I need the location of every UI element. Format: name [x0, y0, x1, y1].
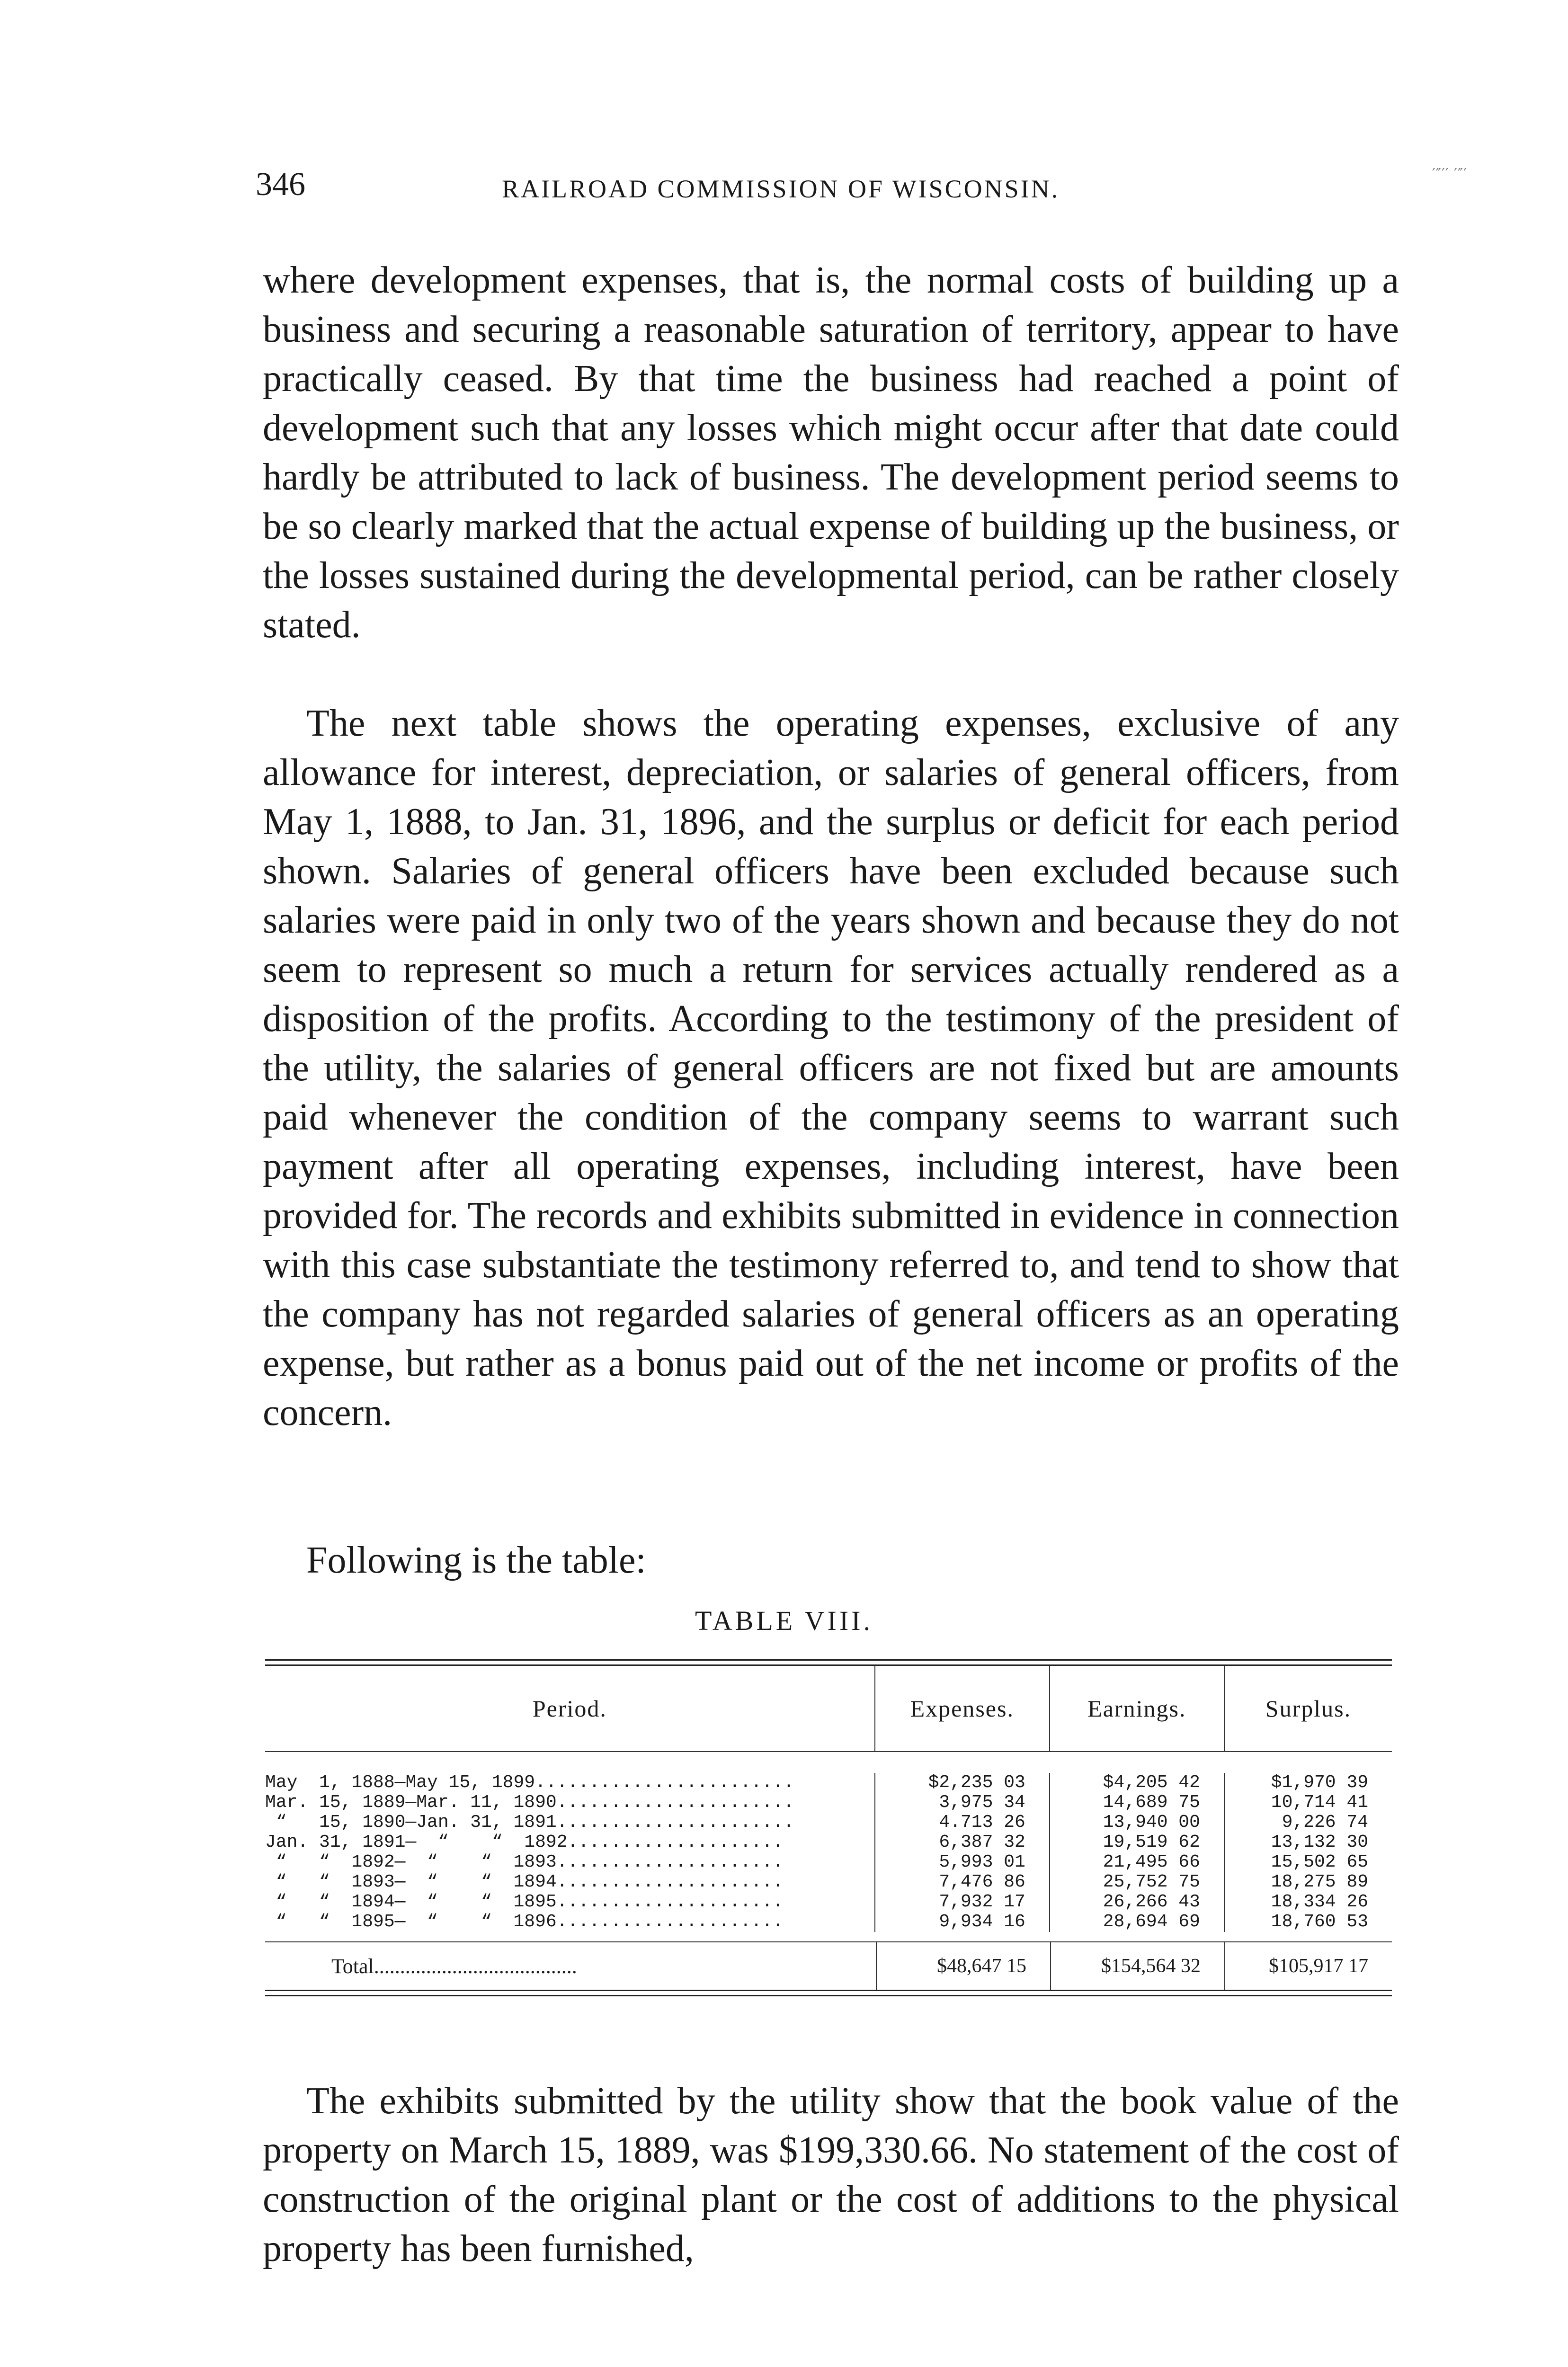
- scan-artifact: ′″′′ ′″′: [1432, 166, 1468, 182]
- earnings-cell: 14,689 75: [1103, 1793, 1200, 1813]
- total-earnings: $154,564 32: [1050, 1942, 1224, 1990]
- period-cell: “ “ 1893— “ “ 1894.....................: [265, 1872, 784, 1892]
- earnings-cell: 21,495 66: [1103, 1852, 1200, 1872]
- expenses-column: [874, 1773, 1049, 1932]
- expenses-cell: 4.713 26: [939, 1813, 1025, 1833]
- period-cell: “ “ 1895— “ “ 1896.....................: [265, 1912, 784, 1932]
- surplus-cell: 18,334 26: [1271, 1892, 1369, 1912]
- table-viii: [265, 1659, 1392, 1996]
- period-cell: Mar. 15, 1889—Mar. 11, 1890......................: [265, 1793, 794, 1813]
- paragraph-text: where development expenses, that is, the normal costs of building up a business and securing a reasonable saturation of territory, appear to have practically ceased. By that time the business had reached a point of development such that any losses which might occur after that date could hardly be attributed to lack of business. The development period seems to be so clearly marked that the actual expense of building up the business, or the losses sustained during the developmental period, can be rather closely stated.: [263, 259, 1399, 646]
- earnings-cell: 13,940 00: [1103, 1813, 1200, 1833]
- expenses-cell: 3,975 34: [939, 1793, 1025, 1813]
- earnings-cell: 25,752 75: [1103, 1872, 1200, 1892]
- period-cell: “ 15, 1890—Jan. 31, 1891......................: [265, 1813, 794, 1833]
- surplus-cell: 13,132 30: [1271, 1833, 1369, 1852]
- surplus-cell: $1,970 39: [1271, 1773, 1369, 1793]
- running-head: RAILROAD COMMISSION OF WISCONSIN.: [502, 175, 1060, 203]
- period-cell: May 1, 1888—May 15, 1899........................: [265, 1773, 794, 1793]
- surplus-cell: 10,714 41: [1271, 1793, 1369, 1813]
- total-label: Total.......................................: [331, 1954, 577, 1978]
- paragraph-4: [263, 2076, 1399, 2273]
- earnings-cell: 19,519 62: [1103, 1833, 1200, 1852]
- table-header-row: [265, 1666, 1392, 1752]
- expenses-cell: $2,235 03: [928, 1773, 1025, 1793]
- surplus-cell: 15,502 65: [1271, 1852, 1369, 1872]
- header-period: Period.: [532, 1695, 607, 1722]
- paragraph-3: [263, 1536, 1399, 1585]
- expenses-cell: 7,932 17: [939, 1892, 1025, 1912]
- paragraph-text: The next table shows the operating expenses, exclusive of any allowance for interest, depreciation, or salaries of general officers, from May 1, 1888, to Jan. 31, 1896, and the surplus or deficit for each period shown. Salaries of general officers have been excluded because such salaries were paid in only two of the years shown and because they do not seem to represent so much a return for services actually rendered as a disposition of the profits. According to the testimony of the president of the utility, the salaries of general officers are not fixed but are amounts paid whenever the condition of the company seems to warrant such payment after all operating expenses, including interest, have been provided for. The records and exhibits submitted in evidence in connection with this case substantiate the testimony referred to, and tend to show that the company has not regarded salaries of general officers as an operating expense, but rather as a bonus paid out of the net income or profits of the concern.: [263, 703, 1399, 1433]
- surplus-cell: 18,760 53: [1271, 1912, 1369, 1932]
- table-title: TABLE VIII.: [695, 1605, 873, 1636]
- earnings-cell: 28,694 69: [1103, 1912, 1200, 1932]
- earnings-column: [1049, 1773, 1224, 1932]
- surplus-column: [1224, 1773, 1392, 1932]
- total-expenses: $48,647 15: [876, 1942, 1050, 1990]
- header-surplus: Surplus.: [1224, 1666, 1392, 1751]
- paragraph-2: [263, 699, 1399, 1437]
- paragraph-text: Following is the table:: [306, 1539, 646, 1581]
- page-header: [256, 166, 1401, 208]
- total-row: [265, 1941, 1392, 1990]
- header-earnings: Earnings.: [1049, 1666, 1224, 1751]
- page-number: 346: [256, 166, 305, 203]
- paragraph-1: [263, 256, 1399, 650]
- total-surplus: $105,917 17: [1224, 1942, 1392, 1990]
- earnings-cell: 26,266 43: [1103, 1892, 1200, 1912]
- top-rule: [265, 1659, 1392, 1666]
- expenses-cell: 7,476 86: [939, 1872, 1025, 1892]
- expenses-cell: 6,387 32: [939, 1833, 1025, 1852]
- surplus-cell: 18,275 89: [1271, 1872, 1369, 1892]
- header-expenses: Expenses.: [874, 1666, 1049, 1751]
- earnings-cell: $4,205 42: [1103, 1773, 1200, 1793]
- period-cell: “ “ 1894— “ “ 1895.....................: [265, 1892, 784, 1912]
- bottom-table-rule: [265, 1990, 1392, 1996]
- expenses-cell: 9,934 16: [939, 1912, 1025, 1932]
- expenses-cell: 5,993 01: [939, 1852, 1025, 1872]
- period-column: [265, 1773, 874, 1932]
- period-cell: Jan. 31, 1891— “ “ 1892....................: [265, 1833, 784, 1852]
- paragraph-text: The exhibits submitted by the utility show that the book value of the property on March 15, 1889, was $199,330.66. No statement of the cost of construction of the original plant or the cost of additions to the physical property has been furnished,: [263, 2080, 1399, 2269]
- period-cell: “ “ 1892— “ “ 1893.....................: [265, 1852, 784, 1872]
- table-body: [265, 1752, 1392, 1941]
- surplus-cell: 9,226 74: [1282, 1813, 1369, 1833]
